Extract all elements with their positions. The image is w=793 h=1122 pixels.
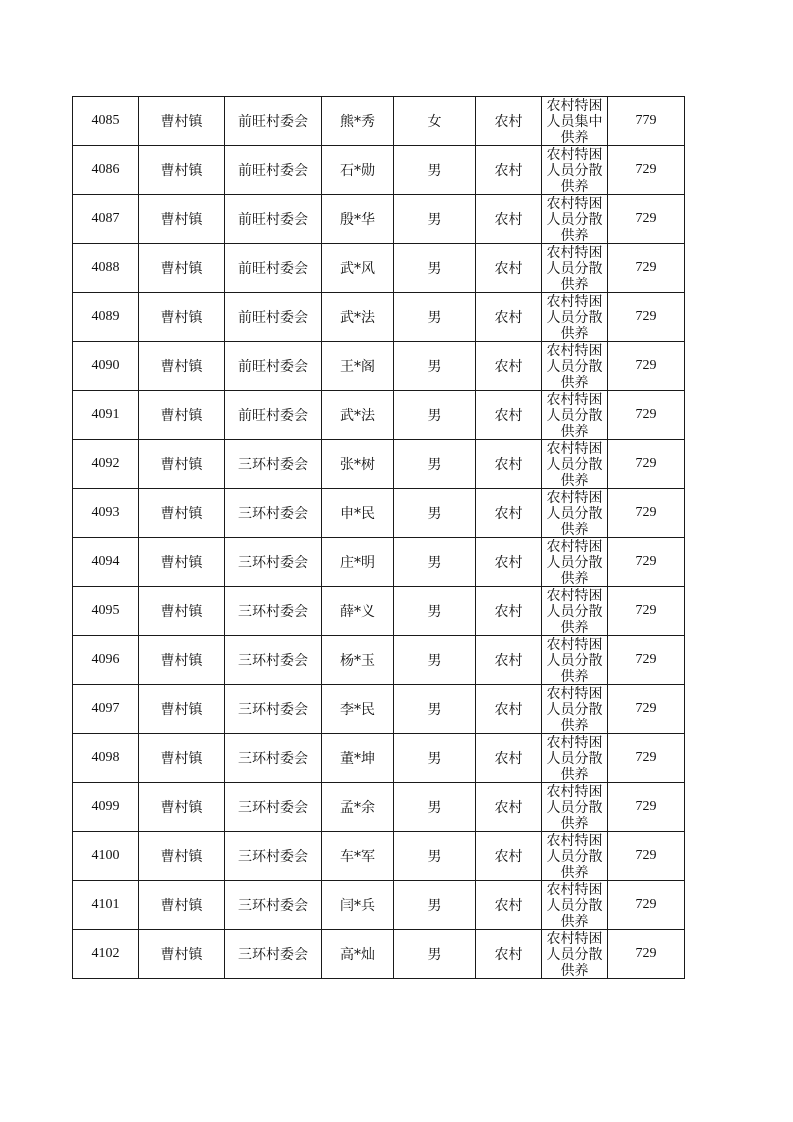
record-id-cell: 4087	[73, 195, 139, 244]
table-row	[73, 195, 685, 244]
gender-cell: 男	[394, 244, 476, 293]
support-type-cell	[542, 538, 608, 587]
amount-cell: 729	[608, 783, 685, 832]
village-committee-cell: 三环村委会	[225, 685, 322, 734]
town-cell: 曹村镇	[139, 538, 225, 587]
support-type-cell	[542, 636, 608, 685]
table-row	[73, 832, 685, 881]
amount-cell: 729	[608, 685, 685, 734]
area-type-cell: 农村	[476, 195, 542, 244]
person-name-cell: 武*风	[322, 244, 394, 293]
table-body	[73, 97, 685, 979]
village-committee-cell: 三环村委会	[225, 930, 322, 979]
support-type-cell	[542, 783, 608, 832]
support-type-cell	[542, 930, 608, 979]
table-row	[73, 97, 685, 146]
gender-cell: 男	[394, 930, 476, 979]
record-id-cell: 4089	[73, 293, 139, 342]
amount-cell: 729	[608, 832, 685, 881]
village-committee-cell: 三环村委会	[225, 881, 322, 930]
support-type-cell	[542, 685, 608, 734]
town-cell: 曹村镇	[139, 930, 225, 979]
gender-cell: 男	[394, 146, 476, 195]
village-committee-cell: 前旺村委会	[225, 244, 322, 293]
village-committee-cell: 三环村委会	[225, 783, 322, 832]
area-type-cell: 农村	[476, 146, 542, 195]
area-type-cell: 农村	[476, 783, 542, 832]
gender-cell: 男	[394, 783, 476, 832]
person-name-cell: 熊*秀	[322, 97, 394, 146]
record-id-cell: 4097	[73, 685, 139, 734]
support-type-cell	[542, 342, 608, 391]
amount-cell: 729	[608, 489, 685, 538]
amount-cell: 779	[608, 97, 685, 146]
person-name-cell: 张*树	[322, 440, 394, 489]
town-cell: 曹村镇	[139, 636, 225, 685]
village-committee-cell: 三环村委会	[225, 538, 322, 587]
support-type-cell	[542, 489, 608, 538]
support-type-text: 农村特困人员分散供养	[546, 735, 603, 782]
person-name-cell: 薛*义	[322, 587, 394, 636]
table-row	[73, 244, 685, 293]
record-id-cell: 4091	[73, 391, 139, 440]
table-row	[73, 930, 685, 979]
person-name-cell: 石*勋	[322, 146, 394, 195]
area-type-cell: 农村	[476, 538, 542, 587]
record-id-cell: 4090	[73, 342, 139, 391]
table-row	[73, 342, 685, 391]
gender-cell: 男	[394, 832, 476, 881]
record-id-cell: 4098	[73, 734, 139, 783]
record-id-cell: 4095	[73, 587, 139, 636]
person-name-cell: 武*法	[322, 293, 394, 342]
table-row	[73, 685, 685, 734]
gender-cell: 男	[394, 538, 476, 587]
amount-cell: 729	[608, 587, 685, 636]
town-cell: 曹村镇	[139, 195, 225, 244]
table-row	[73, 146, 685, 195]
gender-cell: 男	[394, 636, 476, 685]
support-type-text: 农村特困人员分散供养	[546, 343, 603, 390]
town-cell: 曹村镇	[139, 391, 225, 440]
person-name-cell: 高*灿	[322, 930, 394, 979]
person-name-cell: 杨*玉	[322, 636, 394, 685]
area-type-cell: 农村	[476, 636, 542, 685]
support-type-cell	[542, 146, 608, 195]
amount-cell: 729	[608, 734, 685, 783]
amount-cell: 729	[608, 244, 685, 293]
village-committee-cell: 前旺村委会	[225, 293, 322, 342]
gender-cell: 女	[394, 97, 476, 146]
amount-cell: 729	[608, 881, 685, 930]
support-type-text: 农村特困人员分散供养	[546, 637, 603, 684]
support-type-text: 农村特困人员分散供养	[546, 294, 603, 341]
table-row	[73, 783, 685, 832]
village-committee-cell: 三环村委会	[225, 440, 322, 489]
village-committee-cell: 三环村委会	[225, 734, 322, 783]
table-row	[73, 881, 685, 930]
gender-cell: 男	[394, 342, 476, 391]
area-type-cell: 农村	[476, 587, 542, 636]
support-type-cell	[542, 734, 608, 783]
person-name-cell: 殷*华	[322, 195, 394, 244]
record-id-cell: 4092	[73, 440, 139, 489]
amount-cell: 729	[608, 195, 685, 244]
village-committee-cell: 前旺村委会	[225, 146, 322, 195]
town-cell: 曹村镇	[139, 587, 225, 636]
table-row	[73, 538, 685, 587]
town-cell: 曹村镇	[139, 97, 225, 146]
amount-cell: 729	[608, 538, 685, 587]
table-row	[73, 293, 685, 342]
gender-cell: 男	[394, 293, 476, 342]
person-name-cell: 王*阁	[322, 342, 394, 391]
person-name-cell: 车*军	[322, 832, 394, 881]
town-cell: 曹村镇	[139, 734, 225, 783]
area-type-cell: 农村	[476, 244, 542, 293]
support-type-text: 农村特困人员分散供养	[546, 833, 603, 880]
area-type-cell: 农村	[476, 293, 542, 342]
record-id-cell: 4093	[73, 489, 139, 538]
person-name-cell: 武*法	[322, 391, 394, 440]
support-type-text: 农村特困人员分散供养	[546, 539, 603, 586]
town-cell: 曹村镇	[139, 293, 225, 342]
amount-cell: 729	[608, 293, 685, 342]
area-type-cell: 农村	[476, 97, 542, 146]
town-cell: 曹村镇	[139, 342, 225, 391]
support-type-text: 农村特困人员集中供养	[546, 98, 603, 145]
record-id-cell: 4096	[73, 636, 139, 685]
gender-cell: 男	[394, 195, 476, 244]
amount-cell: 729	[608, 636, 685, 685]
person-name-cell: 李*民	[322, 685, 394, 734]
support-type-text: 农村特困人员分散供养	[546, 882, 603, 929]
support-type-cell	[542, 391, 608, 440]
amount-cell: 729	[608, 342, 685, 391]
table-row	[73, 636, 685, 685]
gender-cell: 男	[394, 881, 476, 930]
village-committee-cell: 前旺村委会	[225, 342, 322, 391]
support-type-text: 农村特困人员分散供养	[546, 588, 603, 635]
support-type-text: 农村特困人员分散供养	[546, 196, 603, 243]
support-type-text: 农村特困人员分散供养	[546, 441, 603, 488]
gender-cell: 男	[394, 440, 476, 489]
support-type-text: 农村特困人员分散供养	[546, 784, 603, 831]
record-id-cell: 4099	[73, 783, 139, 832]
town-cell: 曹村镇	[139, 146, 225, 195]
record-id-cell: 4085	[73, 97, 139, 146]
person-name-cell: 董*坤	[322, 734, 394, 783]
amount-cell: 729	[608, 440, 685, 489]
amount-cell: 729	[608, 391, 685, 440]
table-row	[73, 391, 685, 440]
person-name-cell: 庄*明	[322, 538, 394, 587]
support-type-cell	[542, 244, 608, 293]
village-committee-cell: 三环村委会	[225, 587, 322, 636]
table-row	[73, 489, 685, 538]
record-id-cell: 4094	[73, 538, 139, 587]
town-cell: 曹村镇	[139, 881, 225, 930]
gender-cell: 男	[394, 489, 476, 538]
area-type-cell: 农村	[476, 930, 542, 979]
record-id-cell: 4086	[73, 146, 139, 195]
person-name-cell: 闫*兵	[322, 881, 394, 930]
gender-cell: 男	[394, 685, 476, 734]
support-type-cell	[542, 881, 608, 930]
area-type-cell: 农村	[476, 489, 542, 538]
village-committee-cell: 前旺村委会	[225, 391, 322, 440]
table-row	[73, 587, 685, 636]
area-type-cell: 农村	[476, 342, 542, 391]
record-id-cell: 4101	[73, 881, 139, 930]
support-type-text: 农村特困人员分散供养	[546, 147, 603, 194]
support-type-text: 农村特困人员分散供养	[546, 931, 603, 978]
town-cell: 曹村镇	[139, 783, 225, 832]
support-type-cell	[542, 587, 608, 636]
person-name-cell: 申*民	[322, 489, 394, 538]
gender-cell: 男	[394, 587, 476, 636]
relief-roster-table	[72, 96, 685, 979]
town-cell: 曹村镇	[139, 244, 225, 293]
support-type-text: 农村特困人员分散供养	[546, 245, 603, 292]
area-type-cell: 农村	[476, 734, 542, 783]
gender-cell: 男	[394, 734, 476, 783]
village-committee-cell: 三环村委会	[225, 489, 322, 538]
area-type-cell: 农村	[476, 391, 542, 440]
gender-cell: 男	[394, 391, 476, 440]
record-id-cell: 4088	[73, 244, 139, 293]
person-name-cell: 孟*余	[322, 783, 394, 832]
town-cell: 曹村镇	[139, 685, 225, 734]
area-type-cell: 农村	[476, 440, 542, 489]
town-cell: 曹村镇	[139, 832, 225, 881]
town-cell: 曹村镇	[139, 489, 225, 538]
amount-cell: 729	[608, 146, 685, 195]
record-id-cell: 4102	[73, 930, 139, 979]
amount-cell: 729	[608, 930, 685, 979]
support-type-cell	[542, 97, 608, 146]
support-type-cell	[542, 440, 608, 489]
support-type-text: 农村特困人员分散供养	[546, 392, 603, 439]
support-type-text: 农村特困人员分散供养	[546, 686, 603, 733]
area-type-cell: 农村	[476, 685, 542, 734]
area-type-cell: 农村	[476, 881, 542, 930]
town-cell: 曹村镇	[139, 440, 225, 489]
record-id-cell: 4100	[73, 832, 139, 881]
support-type-cell	[542, 293, 608, 342]
village-committee-cell: 三环村委会	[225, 832, 322, 881]
village-committee-cell: 前旺村委会	[225, 97, 322, 146]
area-type-cell: 农村	[476, 832, 542, 881]
table-row	[73, 440, 685, 489]
table-row	[73, 734, 685, 783]
support-type-cell	[542, 195, 608, 244]
village-committee-cell: 三环村委会	[225, 636, 322, 685]
support-type-text: 农村特困人员分散供养	[546, 490, 603, 537]
village-committee-cell: 前旺村委会	[225, 195, 322, 244]
support-type-cell	[542, 832, 608, 881]
